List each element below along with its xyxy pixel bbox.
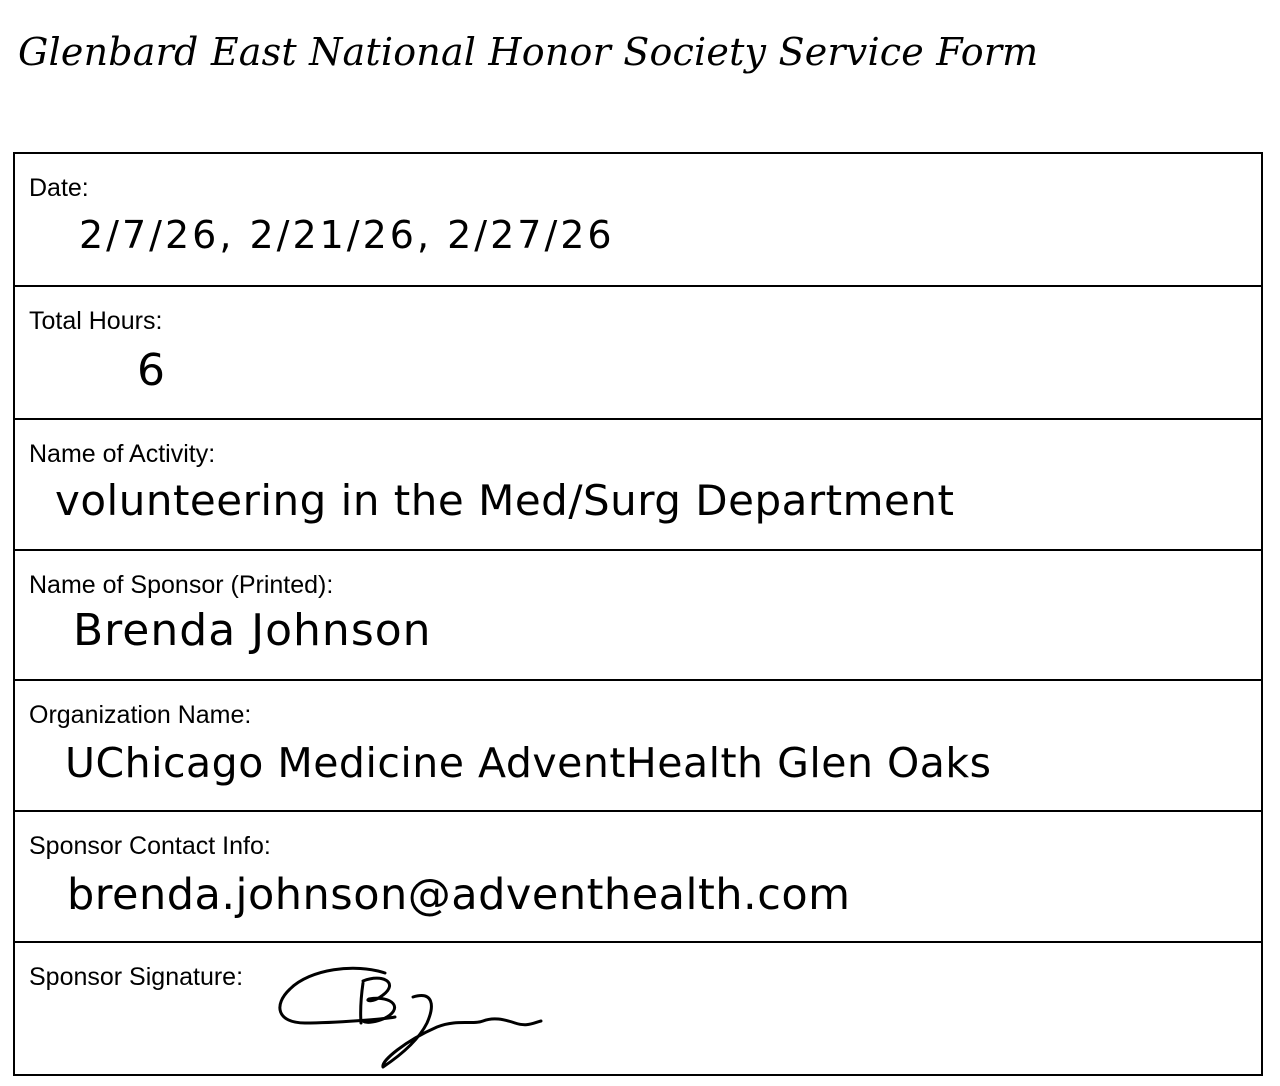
- activity-value: volunteering in the Med/Surg Department: [55, 476, 955, 525]
- date-value: 2/7/26, 2/21/26, 2/27/26: [79, 213, 615, 257]
- activity-label: Name of Activity:: [29, 440, 216, 468]
- activity-row: [15, 418, 1261, 549]
- sponsor-name-row: [15, 549, 1261, 679]
- total-hours-label: Total Hours:: [29, 307, 163, 335]
- date-label: Date:: [29, 174, 89, 202]
- contact-label: Sponsor Contact Info:: [29, 832, 271, 860]
- total-hours-value: 6: [137, 345, 165, 396]
- contact-value: brenda.johnson@adventhealth.com: [67, 870, 851, 920]
- organization-row: [15, 679, 1261, 810]
- contact-row: [15, 810, 1261, 941]
- service-form-table: [13, 152, 1263, 1076]
- signature-row: [15, 941, 1261, 1074]
- signature-label: Sponsor Signature:: [29, 963, 244, 991]
- date-row: [15, 154, 1261, 285]
- organization-label: Organization Name:: [29, 701, 252, 729]
- organization-value: UChicago Medicine AdventHealth Glen Oaks: [65, 739, 992, 787]
- sponsor-name-label: Name of Sponsor (Printed):: [29, 571, 334, 599]
- sponsor-signature-drawing: [265, 961, 555, 1071]
- total-hours-row: [15, 285, 1261, 418]
- form-title: Glenbard East National Honor Society Service Form: [18, 30, 1039, 74]
- sponsor-name-value: Brenda Johnson: [73, 605, 432, 656]
